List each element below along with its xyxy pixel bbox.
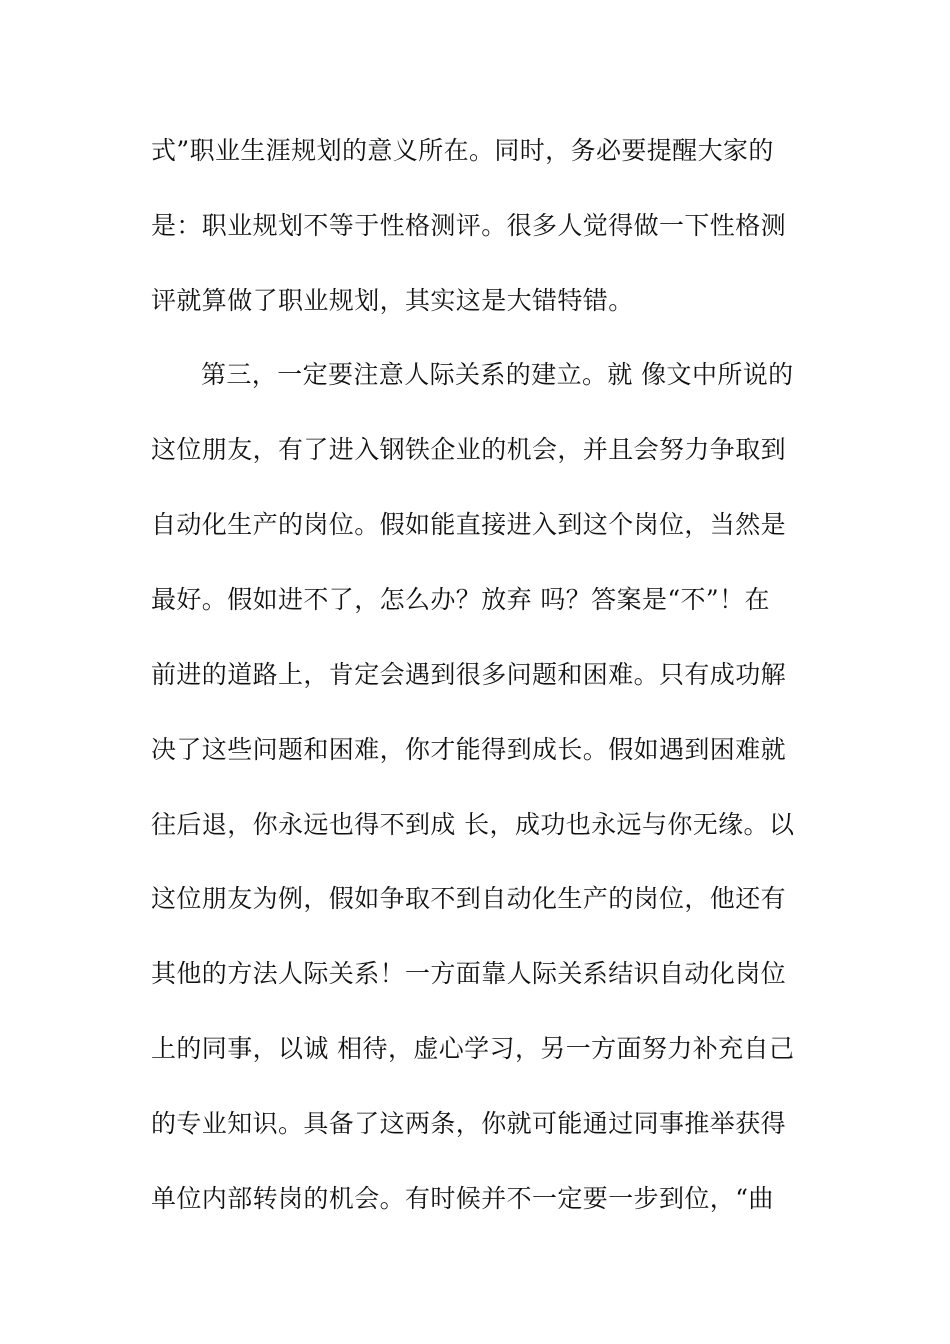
text-line-3: 评就算做了职业规划，其实这是大错特错。 [151,286,634,315]
text-line-12: 其他的方法人际关系！一方面靠人际关系结识自动化岗位 [151,959,787,988]
text-line-9: 决了这些问题和困难，你才能得到成长。假如遇到困难就 [151,735,787,764]
text-line-7: 最好。假如进不了，怎么办？放弃 吗？答案是“不”！在 [151,585,770,614]
text-line-6: 自动化生产的岗位。假如能直接进入到这个岗位，当然是 [151,510,787,539]
text-line-13: 上的同事，以诚 相待，虚心学习，另一方面努力补充自己 [151,1034,795,1063]
text-line-1: 式”职业生涯规划的意义所在。同时，务必要提醒大家的 [151,136,774,165]
text-line-5: 这位朋友，有了进入钢铁企业的机会，并且会努力争取到 [151,435,787,464]
text-line-10: 往后退，你永远也得不到成 长，成功也永远与你无缘。以 [151,810,795,839]
text-line-11: 这位朋友为例，假如争取不到自动化生产的岗位，他还有 [151,884,787,913]
text-line-15: 单位内部转岗的机会。有时候并不一定要一步到位，“曲 [151,1184,774,1213]
text-line-8: 前进的道路上，肯定会遇到很多问题和困难。只有成功解 [151,660,787,689]
text-line-2: 是：职业规划不等于性格测评。很多人觉得做一下性格测 [151,211,787,240]
text-line-14: 的专业知识。具备了这两条，你就可能通过同事推举获得 [151,1109,787,1138]
paragraph-3-first-line: 第三，一定要注意人际关系的建立。就 像文中所说的 [201,360,794,389]
